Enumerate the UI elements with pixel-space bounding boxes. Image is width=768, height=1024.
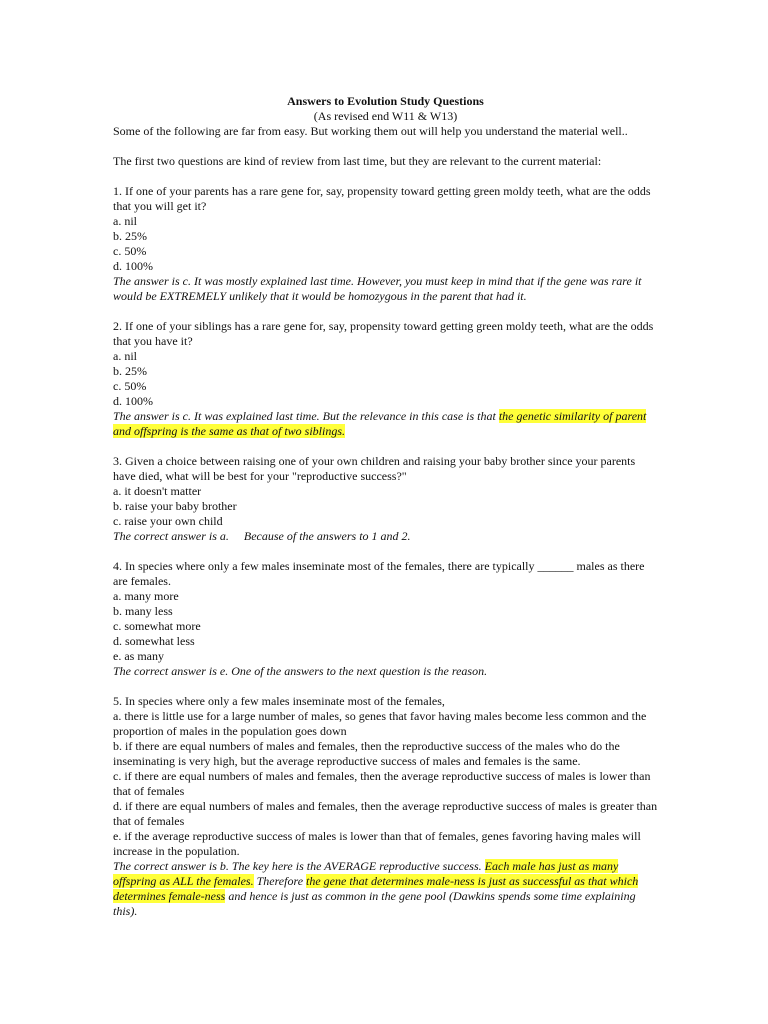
option-item: e. as many bbox=[113, 649, 164, 663]
question-4-options bbox=[113, 589, 658, 664]
question-3-text: 3. Given a choice between raising one of your own children and raising your baby brother since your parents have died, what will be best for your "reproductive success?" bbox=[113, 454, 636, 483]
option-item: a. there is little use for a large number of males, so genes that favor having males become less common and the proportion of males in the population goes down bbox=[113, 709, 647, 738]
preface-paragraph: The first two questions are kind of review from last time, but they are relevant to the current material: bbox=[113, 154, 602, 168]
intro-paragraph: Some of the following are far from easy. But working them out will help you understand the material well.. bbox=[113, 124, 628, 138]
question-3-answer: The correct answer is a. Because of the answers to 1 and 2. bbox=[113, 529, 411, 543]
question-1-text: 1. If one of your parents has a rare gene for, say, propensity toward getting green moldy teeth, what are the odds that you will get it? bbox=[113, 184, 651, 213]
highlighted-text: the genetic similarity of parent and offspring is the same as that of two siblings. bbox=[113, 409, 647, 438]
highlighted-text: the gene that determines male-ness is just as successful as that which determines female-ness bbox=[113, 874, 639, 903]
option-item: b. 25% bbox=[113, 364, 147, 378]
highlighted-text: Each male has just as many offspring as ALL the females. bbox=[113, 859, 619, 888]
option-item: c. 50% bbox=[113, 244, 147, 258]
question-5-options bbox=[113, 709, 658, 859]
answer-text: The answer is c. It was explained last time. But the relevance in this case is that bbox=[113, 409, 499, 423]
question-5-answer bbox=[113, 859, 658, 919]
question-1-answer: The answer is c. It was mostly explained last time. However, you must keep in mind that if the gene was rare it would be EXTREMELY unlikely that it would be homozygous in the parent that had it. bbox=[113, 274, 642, 303]
option-item: a. many more bbox=[113, 589, 179, 603]
question-3 bbox=[113, 454, 658, 544]
question-2-answer bbox=[113, 409, 658, 439]
answer-text: and hence is just as common in the gene pool (Dawkins spends some time explaining this). bbox=[113, 889, 636, 918]
document-content bbox=[113, 94, 658, 919]
option-item: c. if there are equal numbers of males and females, then the average reproductive success of males is lower than that of females bbox=[113, 769, 651, 798]
question-4-answer: The correct answer is e. One of the answers to the next question is the reason. bbox=[113, 664, 488, 678]
option-item: a. nil bbox=[113, 349, 137, 363]
option-item: d. somewhat less bbox=[113, 634, 195, 648]
option-item: b. many less bbox=[113, 604, 173, 618]
question-5 bbox=[113, 694, 658, 919]
option-item: c. raise your own child bbox=[113, 514, 223, 528]
document-subtitle: (As revised end W11 & W13) bbox=[313, 109, 458, 123]
question-2 bbox=[113, 319, 658, 439]
option-item: b. raise your baby brother bbox=[113, 499, 237, 513]
option-item: c. somewhat more bbox=[113, 619, 201, 633]
question-1-options bbox=[113, 214, 658, 274]
answer-text: The correct answer is b. The key here is the AVERAGE reproductive success. bbox=[113, 859, 485, 873]
question-5-text: 5. In species where only a few males inseminate most of the females, bbox=[113, 694, 445, 708]
option-item: d. 100% bbox=[113, 394, 153, 408]
question-1 bbox=[113, 184, 658, 304]
option-item: a. nil bbox=[113, 214, 137, 228]
option-item: b. 25% bbox=[113, 229, 147, 243]
question-2-options bbox=[113, 349, 658, 409]
question-3-options bbox=[113, 484, 658, 529]
question-4-text: 4. In species where only a few males inseminate most of the females, there are typically ______ males as there are females. bbox=[113, 559, 645, 588]
option-item: d. 100% bbox=[113, 259, 153, 273]
option-item: e. if the average reproductive success of males is lower than that of females, genes favoring having males will increase in the population. bbox=[113, 829, 641, 858]
question-4 bbox=[113, 559, 658, 679]
document-title: Answers to Evolution Study Questions bbox=[287, 94, 484, 108]
question-2-text: 2. If one of your siblings has a rare gene for, say, propensity toward getting green moldy teeth, what are the odds that you have it? bbox=[113, 319, 654, 348]
option-item: a. it doesn't matter bbox=[113, 484, 202, 498]
option-item: c. 50% bbox=[113, 379, 147, 393]
answer-text: Therefore bbox=[253, 874, 307, 888]
option-item: b. if there are equal numbers of males and females, then the reproductive success of the males who do the inseminating is very high, but the average reproductive success of males and females is the same. bbox=[113, 739, 620, 768]
option-item: d. if there are equal numbers of males and females, then the average reproductive success of males is greater than that of females bbox=[113, 799, 658, 828]
